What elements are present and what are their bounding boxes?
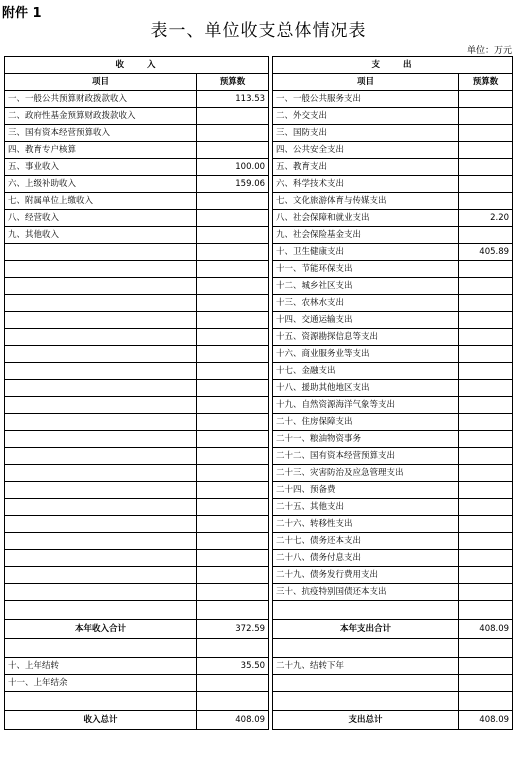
expense-item-cell: 二十七、债务还本支出 xyxy=(273,533,459,550)
expense-budget-cell xyxy=(459,329,513,346)
table-row xyxy=(5,380,513,397)
income-budget-cell xyxy=(197,312,269,329)
table-row xyxy=(5,363,513,380)
income-budget-cell xyxy=(197,108,269,125)
expense-budget-cell xyxy=(459,397,513,414)
blank-cell xyxy=(459,601,513,620)
year-expense-value: 408.09 xyxy=(459,620,513,639)
income-budget-cell xyxy=(197,448,269,465)
income-item-cell xyxy=(5,516,197,533)
table-row xyxy=(5,108,513,125)
expense-item-cell: 二、外交支出 xyxy=(273,108,459,125)
expense-budget-cell xyxy=(459,516,513,533)
table-row xyxy=(5,465,513,482)
carry-forward-row xyxy=(5,658,513,675)
expense-item-cell: 九、社会保险基金支出 xyxy=(273,227,459,244)
expense-budget-cell xyxy=(459,533,513,550)
expense-budget-cell xyxy=(459,584,513,601)
income-item-cell xyxy=(5,533,197,550)
expense-item-cell: 三、国防支出 xyxy=(273,125,459,142)
income-item-cell xyxy=(5,278,197,295)
carry-value: 35.50 xyxy=(197,658,269,675)
income-budget-cell xyxy=(197,584,269,601)
column-header-row xyxy=(5,74,513,91)
expense-budget-cell xyxy=(459,499,513,516)
expense-item-cell: 二十三、灾害防治及应急管理支出 xyxy=(273,465,459,482)
income-item-cell xyxy=(5,261,197,278)
income-item-cell: 三、国有资本经营预算收入 xyxy=(5,125,197,142)
income-item-cell xyxy=(5,363,197,380)
blank-cell xyxy=(273,601,459,620)
expense-item-cell: 十四、交通运输支出 xyxy=(273,312,459,329)
expense-budget-cell xyxy=(459,108,513,125)
expense-item-cell: 六、科学技术支出 xyxy=(273,176,459,193)
income-budget-cell xyxy=(197,482,269,499)
income-item-cell xyxy=(5,397,197,414)
expense-item-cell: 十一、节能环保支出 xyxy=(273,261,459,278)
income-item-cell xyxy=(5,567,197,584)
income-budget-cell xyxy=(197,397,269,414)
table-row xyxy=(5,567,513,584)
income-item-cell xyxy=(5,482,197,499)
income-budget-cell xyxy=(197,363,269,380)
table-row xyxy=(5,346,513,363)
table-row xyxy=(5,210,513,227)
balance-next-label: 二十九、结转下年 xyxy=(273,658,459,675)
year-expense-label: 本年支出合计 xyxy=(273,620,459,639)
expense-item-cell: 十二、城乡社区支出 xyxy=(273,278,459,295)
expense-budget-cell xyxy=(459,346,513,363)
table-row xyxy=(5,91,513,108)
income-budget-cell xyxy=(197,142,269,159)
income-budget-cell xyxy=(197,380,269,397)
expense-budget-cell xyxy=(459,550,513,567)
expense-budget-cell xyxy=(459,482,513,499)
attachment-label: 附件 1 xyxy=(2,6,42,21)
income-budget-cell xyxy=(197,465,269,482)
income-budget-cell xyxy=(197,295,269,312)
income-item-cell xyxy=(5,329,197,346)
balance-next-value xyxy=(459,658,513,675)
unit-label: 单位：万元 xyxy=(466,46,512,56)
income-budget-cell xyxy=(197,244,269,261)
expense-item-cell: 十六、商业服务业等支出 xyxy=(273,346,459,363)
table-row xyxy=(5,312,513,329)
income-budget-cell xyxy=(197,533,269,550)
surplus-label: 十一、上年结余 xyxy=(5,675,197,692)
table-row xyxy=(5,499,513,516)
expense-budget-cell xyxy=(459,567,513,584)
income-item-cell xyxy=(5,448,197,465)
income-budget-cell: 113.53 xyxy=(197,91,269,108)
income-budget-cell xyxy=(197,261,269,278)
income-item-cell xyxy=(5,499,197,516)
income-item-cell: 九、其他收入 xyxy=(5,227,197,244)
table-row xyxy=(5,244,513,261)
expense-budget-cell xyxy=(459,193,513,210)
income-budget-cell xyxy=(197,567,269,584)
income-budget-cell xyxy=(197,125,269,142)
table-row xyxy=(5,142,513,159)
income-item-cell xyxy=(5,431,197,448)
income-item-cell: 七、附属单位上缴收入 xyxy=(5,193,197,210)
table-row xyxy=(5,176,513,193)
expense-item-header: 项目 xyxy=(273,74,459,91)
income-item-cell xyxy=(5,414,197,431)
income-budget-cell xyxy=(197,550,269,567)
blank-cell xyxy=(459,692,513,711)
expense-budget-cell xyxy=(459,363,513,380)
blank-cell xyxy=(5,692,197,711)
income-header: 收 入 xyxy=(5,57,269,74)
expense-budget-cell xyxy=(459,159,513,176)
table-row xyxy=(5,397,513,414)
income-item-cell xyxy=(5,346,197,363)
expense-budget-cell xyxy=(459,312,513,329)
table-row xyxy=(5,482,513,499)
table-row xyxy=(5,550,513,567)
income-item-cell: 五、事业收入 xyxy=(5,159,197,176)
income-budget-cell: 100.00 xyxy=(197,159,269,176)
expense-header: 支 出 xyxy=(273,57,513,74)
income-item-cell xyxy=(5,465,197,482)
income-item-cell xyxy=(5,380,197,397)
year-income-value: 372.59 xyxy=(197,620,269,639)
expense-item-cell: 十八、援助其他地区支出 xyxy=(273,380,459,397)
income-item-cell: 一、一般公共预算财政拨款收入 xyxy=(5,91,197,108)
blank-cell xyxy=(273,675,459,692)
expense-item-cell: 二十、住房保障支出 xyxy=(273,414,459,431)
section-header-row xyxy=(5,57,513,74)
income-budget-cell xyxy=(197,278,269,295)
expense-item-cell: 二十九、债务发行费用支出 xyxy=(273,567,459,584)
expense-budget-cell xyxy=(459,261,513,278)
blank-row xyxy=(5,692,513,711)
expense-budget-cell xyxy=(459,465,513,482)
expense-item-cell: 七、文化旅游体育与传媒支出 xyxy=(273,193,459,210)
table-row xyxy=(5,533,513,550)
table-row xyxy=(5,278,513,295)
income-item-cell: 二、政府性基金预算财政拨款收入 xyxy=(5,108,197,125)
income-budget-cell: 159.06 xyxy=(197,176,269,193)
income-budget-cell xyxy=(197,193,269,210)
blank-cell xyxy=(459,639,513,658)
expense-item-cell: 二十六、转移性支出 xyxy=(273,516,459,533)
expense-item-cell: 二十一、粮油物资事务 xyxy=(273,431,459,448)
expense-budget-cell xyxy=(459,380,513,397)
income-item-cell: 四、教育专户核算 xyxy=(5,142,197,159)
blank-cell xyxy=(197,639,269,658)
table-row xyxy=(5,516,513,533)
budget-table xyxy=(4,56,513,730)
table-row xyxy=(5,125,513,142)
income-budget-cell xyxy=(197,210,269,227)
blank-cell xyxy=(197,601,269,620)
income-item-cell xyxy=(5,295,197,312)
income-budget-cell xyxy=(197,227,269,244)
blank-cell xyxy=(273,639,459,658)
income-item-cell xyxy=(5,584,197,601)
expense-item-cell: 十七、金融支出 xyxy=(273,363,459,380)
table-row xyxy=(5,261,513,278)
income-item-cell: 八、经营收入 xyxy=(5,210,197,227)
table-row xyxy=(5,448,513,465)
expense-item-cell: 二十八、债务付息支出 xyxy=(273,550,459,567)
expense-item-cell: 二十四、预备费 xyxy=(273,482,459,499)
income-item-cell xyxy=(5,312,197,329)
income-budget-cell xyxy=(197,414,269,431)
income-total-label: 收入总计 xyxy=(5,711,197,730)
table-row xyxy=(5,159,513,176)
table-row xyxy=(5,193,513,210)
blank-row xyxy=(5,601,513,620)
income-budget-cell xyxy=(197,329,269,346)
income-item-cell xyxy=(5,244,197,261)
blank-cell xyxy=(459,675,513,692)
table-row xyxy=(5,295,513,312)
expense-budget-cell: 2.20 xyxy=(459,210,513,227)
income-item-cell: 六、上级补助收入 xyxy=(5,176,197,193)
expense-item-cell: 十九、自然资源海洋气象等支出 xyxy=(273,397,459,414)
expense-budget-cell xyxy=(459,295,513,312)
expense-item-cell: 三十、抗疫特别国债还本支出 xyxy=(273,584,459,601)
table-row xyxy=(5,431,513,448)
expense-budget-header: 预算数 xyxy=(459,74,513,91)
blank-cell xyxy=(273,692,459,711)
expense-item-cell: 四、公共安全支出 xyxy=(273,142,459,159)
table-row xyxy=(5,227,513,244)
surplus-value xyxy=(197,675,269,692)
page-title: 表一、单位收支总体情况表 xyxy=(150,21,367,41)
expense-budget-cell: 405.89 xyxy=(459,244,513,261)
expense-total-value: 408.09 xyxy=(459,711,513,730)
grand-total-row xyxy=(5,711,513,730)
expense-budget-cell xyxy=(459,278,513,295)
expense-item-cell: 一、一般公共服务支出 xyxy=(273,91,459,108)
expense-item-cell: 五、教育支出 xyxy=(273,159,459,176)
surplus-row xyxy=(5,675,513,692)
blank-cell xyxy=(197,692,269,711)
expense-budget-cell xyxy=(459,176,513,193)
income-budget-cell xyxy=(197,516,269,533)
income-item-header: 项目 xyxy=(5,74,197,91)
income-budget-header: 预算数 xyxy=(197,74,269,91)
expense-item-cell: 十五、资源勘探信息等支出 xyxy=(273,329,459,346)
year-income-label: 本年收入合计 xyxy=(5,620,197,639)
expense-budget-cell xyxy=(459,448,513,465)
blank-cell xyxy=(5,639,197,658)
expense-item-cell: 十三、农林水支出 xyxy=(273,295,459,312)
blank-row xyxy=(5,639,513,658)
year-total-row xyxy=(5,620,513,639)
expense-budget-cell xyxy=(459,125,513,142)
table-row xyxy=(5,584,513,601)
blank-cell xyxy=(5,601,197,620)
income-budget-cell xyxy=(197,346,269,363)
expense-item-cell: 八、社会保障和就业支出 xyxy=(273,210,459,227)
expense-budget-cell xyxy=(459,431,513,448)
income-total-value: 408.09 xyxy=(197,711,269,730)
expense-item-cell: 二十五、其他支出 xyxy=(273,499,459,516)
table-row xyxy=(5,414,513,431)
expense-item-cell: 二十二、国有资本经营预算支出 xyxy=(273,448,459,465)
expense-budget-cell xyxy=(459,91,513,108)
income-budget-cell xyxy=(197,431,269,448)
income-budget-cell xyxy=(197,499,269,516)
expense-total-label: 支出总计 xyxy=(273,711,459,730)
carry-label: 十、上年结转 xyxy=(5,658,197,675)
income-item-cell xyxy=(5,550,197,567)
expense-budget-cell xyxy=(459,142,513,159)
expense-budget-cell xyxy=(459,227,513,244)
table-row xyxy=(5,329,513,346)
expense-budget-cell xyxy=(459,414,513,431)
expense-item-cell: 十、卫生健康支出 xyxy=(273,244,459,261)
